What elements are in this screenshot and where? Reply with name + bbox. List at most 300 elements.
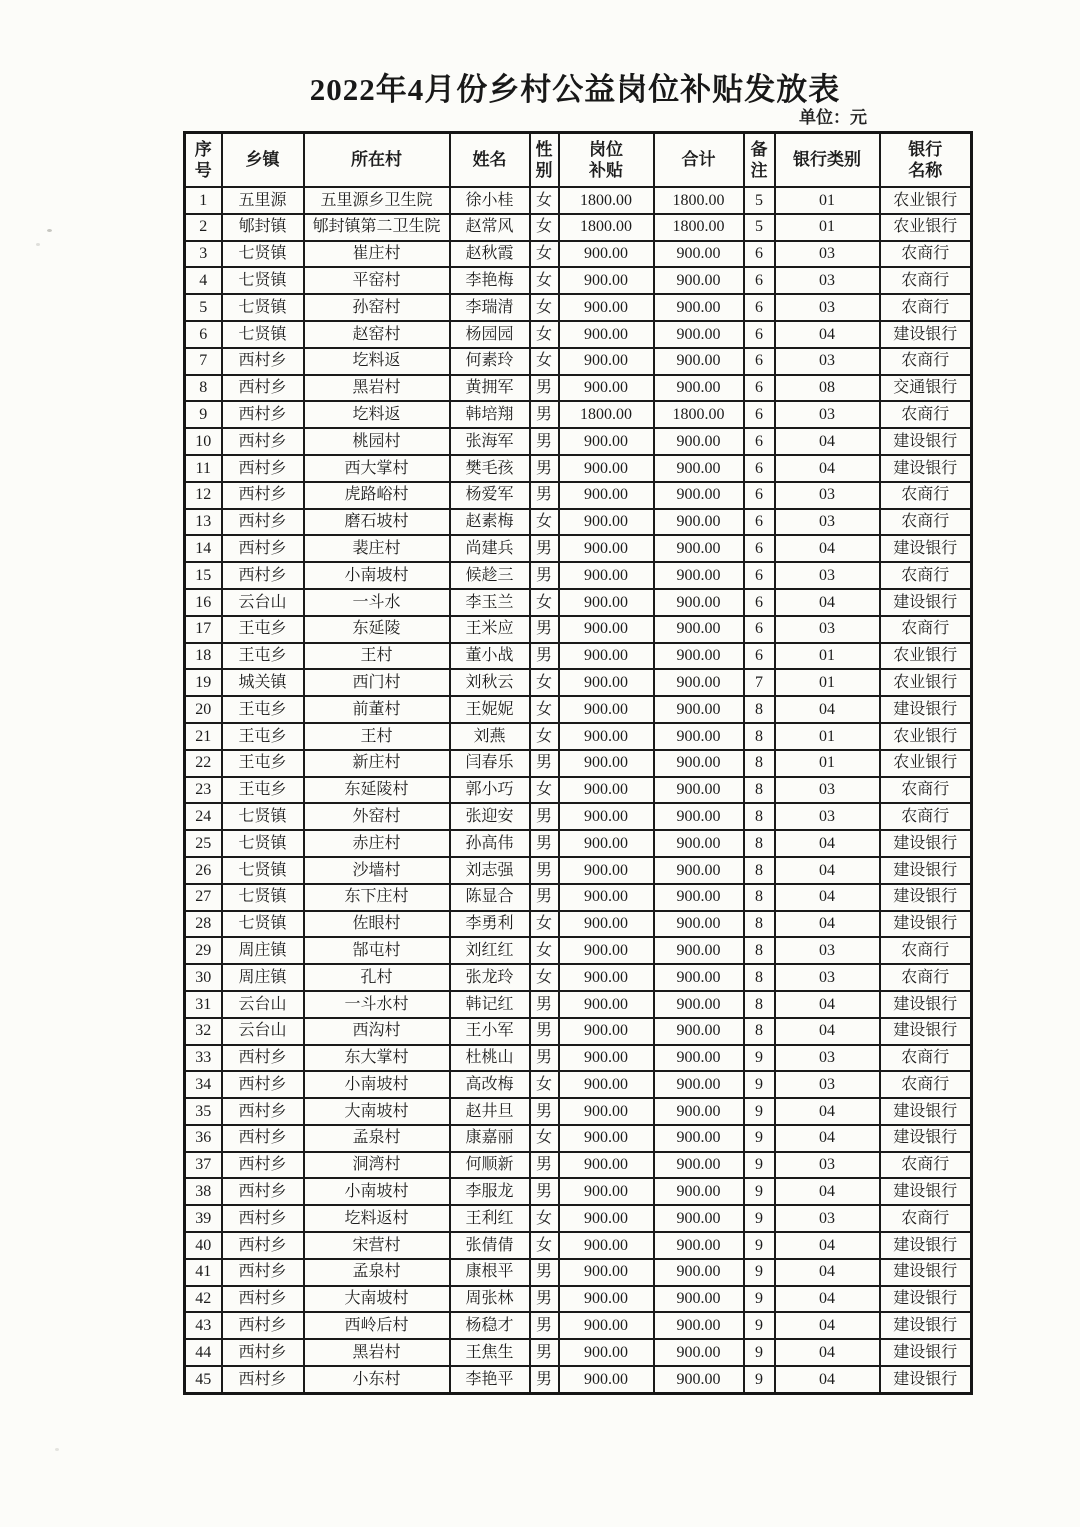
cell-no: 25 (185, 830, 222, 857)
col-header-post_subsidy: 岗位补贴 (559, 133, 654, 188)
cell-bank_type: 03 (775, 509, 880, 536)
cell-gender: 女 (530, 267, 559, 294)
cell-bank_name: 交通银行 (880, 375, 972, 402)
cell-township: 西村乡 (222, 1259, 304, 1286)
cell-name: 樊毛孩 (450, 455, 530, 482)
table-row (185, 348, 972, 375)
cell-remark: 5 (744, 187, 775, 214)
cell-name: 徐小桂 (450, 187, 530, 214)
cell-bank_name: 农商行 (880, 562, 972, 589)
cell-township: 王屯乡 (222, 696, 304, 723)
cell-remark: 9 (744, 1098, 775, 1125)
cell-no: 12 (185, 482, 222, 509)
cell-no: 6 (185, 321, 222, 348)
cell-no: 30 (185, 964, 222, 991)
cell-bank_type: 04 (775, 857, 880, 884)
cell-bank_name: 农商行 (880, 1205, 972, 1232)
cell-village: 洞湾村 (304, 1152, 450, 1179)
cell-remark: 5 (744, 214, 775, 241)
cell-name: 王米应 (450, 616, 530, 643)
cell-post_subsidy: 900.00 (559, 669, 654, 696)
cell-post_subsidy: 900.00 (559, 1178, 654, 1205)
cell-post_subsidy: 900.00 (559, 562, 654, 589)
cell-no: 39 (185, 1205, 222, 1232)
cell-gender: 男 (530, 535, 559, 562)
cell-gender: 男 (530, 1259, 559, 1286)
table-row (185, 1152, 972, 1179)
cell-remark: 9 (744, 1286, 775, 1313)
cell-no: 27 (185, 884, 222, 911)
cell-name: 李瑞清 (450, 294, 530, 321)
cell-township: 七贤镇 (222, 321, 304, 348)
cell-total: 900.00 (654, 535, 744, 562)
cell-bank_type: 03 (775, 803, 880, 830)
cell-name: 杨爱军 (450, 482, 530, 509)
cell-bank_name: 建设银行 (880, 1018, 972, 1045)
cell-total: 900.00 (654, 1366, 744, 1393)
table-row (185, 321, 972, 348)
table-row (185, 857, 972, 884)
cell-bank_type: 04 (775, 1366, 880, 1393)
cell-total: 900.00 (654, 616, 744, 643)
cell-township: 王屯乡 (222, 777, 304, 804)
cell-township: 西村乡 (222, 1152, 304, 1179)
cell-post_subsidy: 900.00 (559, 1071, 654, 1098)
cell-post_subsidy: 900.00 (559, 1098, 654, 1125)
scan-speck (47, 229, 52, 232)
cell-total: 900.00 (654, 1125, 744, 1152)
cell-village: 东大掌村 (304, 1045, 450, 1072)
cell-post_subsidy: 900.00 (559, 911, 654, 938)
cell-post_subsidy: 900.00 (559, 777, 654, 804)
cell-post_subsidy: 900.00 (559, 294, 654, 321)
cell-township: 西村乡 (222, 1286, 304, 1313)
page-title: 2022年4月份乡村公益岗位补贴发放表 (309, 72, 841, 107)
cell-village: 小南坡村 (304, 562, 450, 589)
cell-township: 西村乡 (222, 375, 304, 402)
cell-remark: 9 (744, 1178, 775, 1205)
cell-gender: 男 (530, 401, 559, 428)
cell-total: 900.00 (654, 1152, 744, 1179)
cell-post_subsidy: 900.00 (559, 723, 654, 750)
cell-total: 900.00 (654, 267, 744, 294)
cell-village: 西沟村 (304, 1018, 450, 1045)
cell-no: 16 (185, 589, 222, 616)
cell-bank_name: 建设银行 (880, 1125, 972, 1152)
cell-post_subsidy: 900.00 (559, 509, 654, 536)
cell-village: 东下庄村 (304, 884, 450, 911)
cell-no: 26 (185, 857, 222, 884)
table-row (185, 937, 972, 964)
cell-name: 闫春乐 (450, 750, 530, 777)
cell-bank_name: 建设银行 (880, 1312, 972, 1339)
table-row (185, 1259, 972, 1286)
cell-bank_name: 建设银行 (880, 455, 972, 482)
cell-total: 900.00 (654, 803, 744, 830)
cell-gender: 男 (530, 428, 559, 455)
cell-total: 900.00 (654, 348, 744, 375)
cell-remark: 8 (744, 803, 775, 830)
cell-no: 24 (185, 803, 222, 830)
cell-post_subsidy: 900.00 (559, 1312, 654, 1339)
table-row (185, 509, 972, 536)
cell-bank_name: 农商行 (880, 616, 972, 643)
cell-remark: 8 (744, 750, 775, 777)
cell-gender: 男 (530, 375, 559, 402)
cell-township: 西村乡 (222, 1045, 304, 1072)
cell-gender: 女 (530, 589, 559, 616)
table-row (185, 1339, 972, 1366)
cell-no: 28 (185, 911, 222, 938)
cell-village: 佐眼村 (304, 911, 450, 938)
cell-village: 孟泉村 (304, 1125, 450, 1152)
cell-bank_type: 04 (775, 991, 880, 1018)
subsidy-table (183, 131, 973, 1395)
cell-gender: 男 (530, 455, 559, 482)
cell-total: 900.00 (654, 589, 744, 616)
table-row (185, 669, 972, 696)
cell-no: 4 (185, 267, 222, 294)
table-row (185, 1366, 972, 1393)
cell-village: 孙窑村 (304, 294, 450, 321)
cell-village: 大南坡村 (304, 1098, 450, 1125)
cell-village: 西岭后村 (304, 1312, 450, 1339)
cell-bank_type: 04 (775, 1125, 880, 1152)
cell-village: 宋营村 (304, 1232, 450, 1259)
cell-village: 郇封镇第二卫生院 (304, 214, 450, 241)
cell-remark: 8 (744, 696, 775, 723)
cell-total: 900.00 (654, 696, 744, 723)
cell-bank_type: 03 (775, 401, 880, 428)
cell-post_subsidy: 900.00 (559, 267, 654, 294)
cell-total: 900.00 (654, 830, 744, 857)
cell-post_subsidy: 900.00 (559, 375, 654, 402)
cell-name: 何顺新 (450, 1152, 530, 1179)
cell-village: 圪料返 (304, 348, 450, 375)
cell-no: 11 (185, 455, 222, 482)
cell-remark: 8 (744, 911, 775, 938)
cell-name: 杨稳才 (450, 1312, 530, 1339)
table-row (185, 964, 972, 991)
table-row (185, 1178, 972, 1205)
cell-village: 孟泉村 (304, 1259, 450, 1286)
cell-post_subsidy: 900.00 (559, 1339, 654, 1366)
cell-total: 900.00 (654, 1018, 744, 1045)
cell-bank_type: 04 (775, 589, 880, 616)
cell-village: 虎路峪村 (304, 482, 450, 509)
cell-township: 五里源 (222, 187, 304, 214)
cell-gender: 男 (530, 1152, 559, 1179)
cell-total: 900.00 (654, 1339, 744, 1366)
cell-village: 西大掌村 (304, 455, 450, 482)
cell-no: 36 (185, 1125, 222, 1152)
cell-total: 900.00 (654, 241, 744, 268)
cell-gender: 男 (530, 1178, 559, 1205)
table-row (185, 1098, 972, 1125)
cell-bank_name: 农商行 (880, 1152, 972, 1179)
cell-post_subsidy: 900.00 (559, 321, 654, 348)
cell-remark: 6 (744, 375, 775, 402)
cell-no: 41 (185, 1259, 222, 1286)
cell-bank_name: 建设银行 (880, 535, 972, 562)
cell-bank_type: 08 (775, 375, 880, 402)
cell-remark: 9 (744, 1125, 775, 1152)
cell-post_subsidy: 900.00 (559, 482, 654, 509)
cell-total: 900.00 (654, 1071, 744, 1098)
cell-village: 王村 (304, 643, 450, 670)
cell-village: 小南坡村 (304, 1178, 450, 1205)
cell-total: 900.00 (654, 937, 744, 964)
cell-remark: 9 (744, 1152, 775, 1179)
cell-name: 张迎安 (450, 803, 530, 830)
scan-speck (36, 243, 40, 246)
cell-name: 赵井旦 (450, 1098, 530, 1125)
cell-remark: 6 (744, 401, 775, 428)
cell-name: 李艳梅 (450, 267, 530, 294)
cell-gender: 女 (530, 1071, 559, 1098)
cell-remark: 6 (744, 348, 775, 375)
cell-village: 一斗水 (304, 589, 450, 616)
cell-no: 18 (185, 643, 222, 670)
cell-remark: 8 (744, 1018, 775, 1045)
cell-remark: 8 (744, 991, 775, 1018)
cell-remark: 6 (744, 589, 775, 616)
cell-village: 东延陵 (304, 616, 450, 643)
table-row (185, 1286, 972, 1313)
cell-remark: 6 (744, 482, 775, 509)
table-row (185, 884, 972, 911)
cell-post_subsidy: 900.00 (559, 830, 654, 857)
cell-village: 小东村 (304, 1366, 450, 1393)
cell-village: 西门村 (304, 669, 450, 696)
cell-village: 沙墙村 (304, 857, 450, 884)
cell-gender: 女 (530, 1125, 559, 1152)
cell-post_subsidy: 900.00 (559, 241, 654, 268)
cell-no: 7 (185, 348, 222, 375)
cell-bank_name: 农业银行 (880, 187, 972, 214)
cell-remark: 6 (744, 267, 775, 294)
scan-speck (55, 1448, 59, 1451)
cell-gender: 男 (530, 562, 559, 589)
cell-bank_name: 农商行 (880, 937, 972, 964)
cell-total: 900.00 (654, 321, 744, 348)
header-row (185, 133, 972, 188)
cell-bank_type: 03 (775, 616, 880, 643)
cell-gender: 女 (530, 187, 559, 214)
cell-bank_type: 04 (775, 455, 880, 482)
cell-village: 黑岩村 (304, 1339, 450, 1366)
cell-post_subsidy: 900.00 (559, 1045, 654, 1072)
cell-name: 李服龙 (450, 1178, 530, 1205)
cell-no: 13 (185, 509, 222, 536)
cell-village: 小南坡村 (304, 1071, 450, 1098)
cell-post_subsidy: 1800.00 (559, 187, 654, 214)
cell-total: 900.00 (654, 428, 744, 455)
cell-remark: 9 (744, 1259, 775, 1286)
cell-village: 平窑村 (304, 267, 450, 294)
cell-remark: 7 (744, 669, 775, 696)
cell-bank_name: 建设银行 (880, 1286, 972, 1313)
cell-bank_type: 04 (775, 535, 880, 562)
cell-name: 王妮妮 (450, 696, 530, 723)
cell-total: 900.00 (654, 723, 744, 750)
cell-no: 38 (185, 1178, 222, 1205)
cell-remark: 8 (744, 830, 775, 857)
cell-post_subsidy: 900.00 (559, 991, 654, 1018)
cell-remark: 6 (744, 643, 775, 670)
cell-name: 杜桃山 (450, 1045, 530, 1072)
cell-remark: 6 (744, 616, 775, 643)
cell-name: 何素玲 (450, 348, 530, 375)
table-row (185, 991, 972, 1018)
table-row (185, 535, 972, 562)
cell-remark: 6 (744, 509, 775, 536)
cell-bank_type: 03 (775, 267, 880, 294)
cell-bank_type: 01 (775, 187, 880, 214)
table-row (185, 294, 972, 321)
cell-gender: 女 (530, 294, 559, 321)
cell-bank_type: 03 (775, 562, 880, 589)
cell-gender: 男 (530, 1018, 559, 1045)
cell-township: 王屯乡 (222, 750, 304, 777)
cell-no: 9 (185, 401, 222, 428)
cell-no: 40 (185, 1232, 222, 1259)
table-row (185, 187, 972, 214)
table-header (185, 133, 972, 188)
table-row (185, 1232, 972, 1259)
cell-village: 大南坡村 (304, 1286, 450, 1313)
cell-name: 黄拥军 (450, 375, 530, 402)
cell-township: 城关镇 (222, 669, 304, 696)
cell-bank_type: 04 (775, 1259, 880, 1286)
table-row (185, 1125, 972, 1152)
cell-bank_type: 04 (775, 1018, 880, 1045)
cell-township: 西村乡 (222, 401, 304, 428)
table-row (185, 830, 972, 857)
cell-bank_name: 建设银行 (880, 991, 972, 1018)
cell-name: 赵秋霞 (450, 241, 530, 268)
cell-post_subsidy: 900.00 (559, 857, 654, 884)
cell-post_subsidy: 900.00 (559, 1259, 654, 1286)
cell-gender: 女 (530, 214, 559, 241)
cell-gender: 女 (530, 964, 559, 991)
cell-remark: 9 (744, 1339, 775, 1366)
cell-bank_name: 农商行 (880, 267, 972, 294)
cell-post_subsidy: 900.00 (559, 616, 654, 643)
cell-no: 14 (185, 535, 222, 562)
col-header-village: 所在村 (304, 133, 450, 188)
cell-remark: 8 (744, 937, 775, 964)
cell-gender: 男 (530, 1339, 559, 1366)
cell-no: 29 (185, 937, 222, 964)
cell-gender: 男 (530, 884, 559, 911)
cell-gender: 男 (530, 616, 559, 643)
cell-village: 圪料返 (304, 401, 450, 428)
cell-bank_type: 03 (775, 241, 880, 268)
cell-name: 刘红红 (450, 937, 530, 964)
cell-township: 西村乡 (222, 535, 304, 562)
cell-bank_type: 03 (775, 1152, 880, 1179)
cell-name: 李玉兰 (450, 589, 530, 616)
cell-township: 七贤镇 (222, 884, 304, 911)
cell-remark: 9 (744, 1045, 775, 1072)
cell-name: 孙高伟 (450, 830, 530, 857)
cell-no: 45 (185, 1366, 222, 1393)
cell-gender: 男 (530, 1312, 559, 1339)
cell-bank_name: 建设银行 (880, 1339, 972, 1366)
table-row (185, 455, 972, 482)
cell-name: 董小战 (450, 643, 530, 670)
table-row (185, 1205, 972, 1232)
cell-no: 19 (185, 669, 222, 696)
table-row (185, 428, 972, 455)
cell-gender: 男 (530, 1286, 559, 1313)
cell-bank_name: 农商行 (880, 509, 972, 536)
cell-gender: 女 (530, 1232, 559, 1259)
cell-remark: 9 (744, 1071, 775, 1098)
cell-total: 900.00 (654, 375, 744, 402)
cell-no: 15 (185, 562, 222, 589)
cell-township: 西村乡 (222, 1312, 304, 1339)
cell-post_subsidy: 900.00 (559, 1232, 654, 1259)
cell-bank_name: 建设银行 (880, 696, 972, 723)
cell-remark: 6 (744, 294, 775, 321)
cell-total: 1800.00 (654, 214, 744, 241)
cell-no: 22 (185, 750, 222, 777)
cell-bank_type: 04 (775, 1098, 880, 1125)
cell-name: 韩记红 (450, 991, 530, 1018)
cell-bank_type: 03 (775, 482, 880, 509)
table-row (185, 267, 972, 294)
cell-village: 东延陵村 (304, 777, 450, 804)
col-header-total: 合计 (654, 133, 744, 188)
cell-remark: 8 (744, 857, 775, 884)
cell-gender: 男 (530, 482, 559, 509)
cell-gender: 女 (530, 696, 559, 723)
cell-township: 西村乡 (222, 455, 304, 482)
cell-township: 西村乡 (222, 1339, 304, 1366)
cell-gender: 女 (530, 1205, 559, 1232)
cell-village: 孔村 (304, 964, 450, 991)
cell-bank_name: 农商行 (880, 401, 972, 428)
cell-total: 900.00 (654, 455, 744, 482)
table-row (185, 911, 972, 938)
table-row (185, 1071, 972, 1098)
table-row (185, 1312, 972, 1339)
cell-village: 郜屯村 (304, 937, 450, 964)
cell-name: 郭小巧 (450, 777, 530, 804)
table-row (185, 1018, 972, 1045)
cell-bank_type: 01 (775, 643, 880, 670)
table-row (185, 562, 972, 589)
cell-township: 七贤镇 (222, 241, 304, 268)
cell-bank_type: 04 (775, 428, 880, 455)
table-row (185, 643, 972, 670)
cell-bank_type: 04 (775, 830, 880, 857)
cell-post_subsidy: 900.00 (559, 1018, 654, 1045)
cell-gender: 男 (530, 1366, 559, 1393)
table-row (185, 803, 972, 830)
table-row (185, 589, 972, 616)
cell-township: 西村乡 (222, 1098, 304, 1125)
table-body (185, 187, 972, 1393)
cell-no: 32 (185, 1018, 222, 1045)
cell-no: 43 (185, 1312, 222, 1339)
cell-gender: 女 (530, 937, 559, 964)
col-header-bank_name: 银行名称 (880, 133, 972, 188)
cell-township: 西村乡 (222, 562, 304, 589)
cell-village: 前董村 (304, 696, 450, 723)
